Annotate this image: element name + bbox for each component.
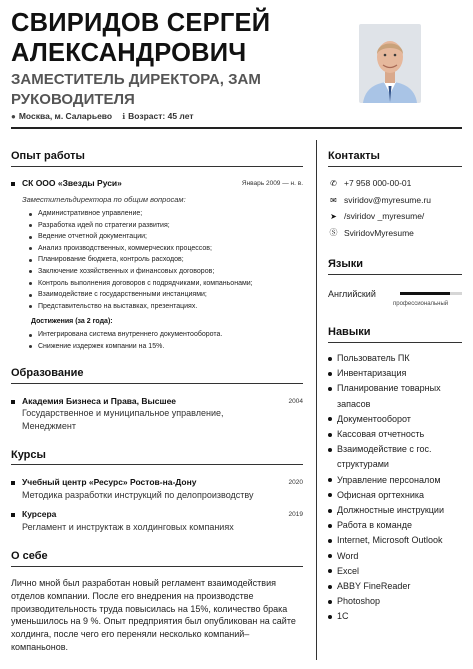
job-position: Заместительдиректора по общим вопросам:: [22, 195, 186, 204]
course-desc: Регламент и инструктаж в холдинговых компаниях: [22, 522, 234, 532]
duties-list: [28, 208, 253, 312]
location-text: Москва, м. Саларьево: [18, 111, 113, 121]
duty-item: Планирование бюджета, контроль расходов;: [28, 254, 253, 266]
achievement-item: Интегрирована система внутреннего документооборота.: [28, 329, 222, 341]
skill-item: Управление персоналом: [328, 473, 467, 488]
skill-item: Пользователь ПК: [328, 351, 467, 366]
name-line-1: СВИРИДОВ СЕРГЕЙ: [11, 9, 271, 37]
job-bullet: [11, 182, 15, 186]
age: [122, 111, 193, 121]
skills-rule: [328, 342, 462, 343]
education-rule: [11, 383, 303, 384]
skill-item: Документооборот: [328, 412, 467, 427]
skill-item: Работа в команде: [328, 518, 467, 533]
duty-item: Анализ производственных, коммерческих процессов;: [28, 243, 253, 255]
skill-item: Должностные инструкции: [328, 503, 467, 518]
skills-list: [328, 351, 467, 625]
job-title: [11, 70, 341, 110]
contact-email: [328, 195, 431, 205]
languages-rule: [328, 274, 462, 275]
course-bullet: [11, 481, 15, 485]
location-pin-icon: ●: [11, 112, 16, 121]
phone-text[interactable]: +7 958 000-00-01: [344, 178, 412, 188]
experience-heading: Опыт работы: [11, 150, 85, 162]
skill-item: Internet, Microsoft Outlook: [328, 533, 467, 548]
profile-photo: [359, 24, 421, 103]
contact-telegram: [328, 211, 424, 221]
courses-rule: [11, 464, 303, 465]
language-level: профессиональный: [393, 301, 449, 307]
education-bullet: [11, 400, 15, 404]
skype-icon: Ⓢ: [329, 228, 338, 237]
personal-meta: [11, 111, 193, 121]
phone-icon: ✆: [330, 178, 337, 188]
contact-skype: [328, 227, 414, 238]
contact-phone: [328, 178, 411, 188]
course-name: Курсера: [22, 509, 57, 519]
company-name: СК ООО «Звезды Руси»: [22, 178, 122, 188]
skill-item: Word: [328, 549, 467, 564]
course-name: Учебный центр «Ресурс» Ростов-на-Дону: [22, 477, 197, 487]
skype-text[interactable]: SviridovMyresume: [344, 227, 414, 238]
duty-item: Административное управление;: [28, 208, 253, 220]
duty-item: Заключение хозяйственных и финансовых договоров;: [28, 266, 253, 278]
contacts-heading: Контакты: [328, 150, 380, 162]
telegram-text[interactable]: /sviridov _myresume/: [344, 211, 425, 221]
duty-item: Взаимодействие с государственными инстанциями;: [28, 289, 253, 301]
skill-item: Photoshop: [328, 594, 467, 609]
course-year: 2020: [288, 479, 303, 486]
telegram-icon: ➤: [330, 211, 337, 221]
info-icon: ℹ: [122, 112, 126, 121]
title-line-1: ЗАМЕСТИТЕЛЬ ДИРЕКТОРА, ЗАМ: [11, 71, 261, 88]
skill-item: Взаимодействие с гос. структурами: [328, 442, 467, 472]
header-divider: [11, 127, 462, 129]
education-year: 2004: [288, 398, 303, 405]
skill-item: 1С: [328, 609, 467, 624]
column-divider: [316, 140, 317, 660]
job-period: Январь 2009 — н. в.: [241, 180, 303, 187]
achievements-list: [28, 329, 222, 352]
contacts-rule: [328, 166, 462, 167]
age-text: Возраст: 45 лет: [128, 111, 194, 121]
language-level-fill: [400, 292, 450, 295]
about-heading: О себе: [11, 550, 48, 562]
course-bullet: [11, 513, 15, 517]
envelope-icon: ✉: [330, 195, 337, 205]
education-heading: Образование: [11, 367, 84, 379]
candidate-name: [11, 8, 341, 68]
experience-rule: [11, 166, 303, 167]
skill-item: Excel: [328, 564, 467, 579]
about-text: Лично мной был разработан новый регламент взаимодействия отделов компании. После его внедрения на производстве производительность труда повысилась на 15%, количество брака уменьшилось на 9 %. Опыт предприятия был опубликован на сайте холдинга, после чего его переняли несколько компаний–компаньонов.: [11, 578, 296, 652]
course-desc: Методика разработки инструкций по делопроизводству: [22, 490, 254, 500]
achievement-item: Снижение издержек компании на 15%.: [28, 341, 222, 353]
name-line-2: АЛЕКСАНДРОВИЧ: [11, 39, 247, 67]
skill-item: ABBY FineReader: [328, 579, 467, 594]
skill-item: Инвентаризация: [328, 366, 467, 381]
education-specialty: Государственное и муниципальное управление, Менеджмент: [22, 408, 224, 431]
about-rule: [11, 566, 303, 567]
achievements-label: Достижения (за 2 года):: [31, 318, 113, 325]
education-institution: Академия Бизнеса и Права, Высшее: [22, 396, 177, 406]
duty-item: Ведение отчетной документации;: [28, 231, 253, 243]
skill-item: Кассовая отчетность: [328, 427, 467, 442]
skill-item: Планирование товарных запасов: [328, 381, 467, 411]
languages-heading: Языки: [328, 258, 364, 270]
location: [11, 111, 112, 121]
title-line-2: РУКОВОДИТЕЛЯ: [11, 91, 135, 108]
language-level-track: [400, 292, 462, 295]
language-name: Английский: [328, 289, 376, 299]
duty-item: Разработка идей по стратегии развития;: [28, 220, 253, 232]
course-year: 2019: [288, 511, 303, 518]
skills-heading: Навыки: [328, 326, 371, 338]
duty-item: Представительство на выставках, презентациях.: [28, 301, 253, 313]
email-text[interactable]: sviridov@myresume.ru: [344, 195, 432, 205]
skill-item: Офисная оргтехника: [328, 488, 467, 503]
duty-item: Контроль выполнения договоров с подрядчиками, компаньонами;: [28, 278, 253, 290]
courses-heading: Курсы: [11, 449, 46, 461]
